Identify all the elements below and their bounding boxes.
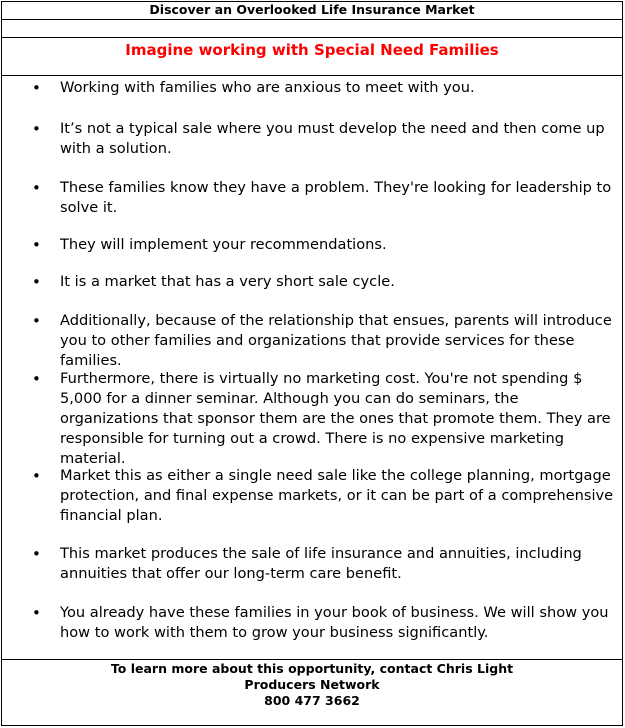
footer-contact-line: To learn more about this opportunity, contact Chris Light (110, 661, 514, 676)
contact-footer (2, 660, 622, 709)
list-item-text: Market this as either a single need sale like the college planning, mortgage protection, and final expense markets, or it can be part of a comprehensive financial plan. (60, 467, 614, 524)
bullet-icon: • (32, 179, 41, 197)
bullet-icon: • (32, 312, 41, 330)
list-item-text: They will implement your recommendations. (60, 236, 387, 253)
bullet-icon: • (32, 273, 41, 291)
list-item-text: Additionally, because of the relationship that ensues, parents will introduce you to other families and organizations that provide services for these families. (60, 312, 612, 369)
footer-company-line: Producers Network (244, 677, 380, 692)
list-item-text: It’s not a typical sale where you must develop the need and then come up with a solution. (60, 120, 605, 157)
list-item-text: These families know they have a problem. They're looking for leadership to solve it. (60, 179, 612, 216)
header-title: Discover an Overlooked Life Insurance Market (2, 2, 622, 20)
subtitle-row (2, 38, 622, 76)
bullet-list (2, 76, 622, 660)
blank-row (2, 20, 622, 38)
flyer-page (1, 1, 623, 726)
bullet-icon: • (32, 79, 41, 97)
list-item-text: This market produces the sale of life insurance and annuities, including annuities that offer our long-term care benefit. (60, 545, 582, 582)
list-item-text: It is a market that has a very short sale cycle. (60, 273, 395, 290)
footer-phone-line: 800 477 3662 (264, 693, 360, 708)
list-item-text: Working with families who are anxious to meet with you. (60, 79, 475, 96)
list-item-text: You already have these families in your book of business. We will show you how to work with them to grow your business significantly. (60, 604, 609, 641)
bullet-icon: • (32, 370, 41, 388)
bullet-icon: • (32, 467, 41, 485)
bullet-icon: • (32, 236, 41, 254)
subtitle-text: Imagine working with Special Need Families (125, 41, 499, 59)
bullet-icon: • (32, 604, 41, 622)
bullet-icon: • (32, 545, 41, 563)
bullet-icon: • (32, 120, 41, 138)
list-item-text: Furthermore, there is virtually no marketing cost. You're not spending $ 5,000 for a dinner seminar. Although you can do seminars, the organizations that sponsor them are the ones that promote them. They are responsible for turning out a crowd. There is no expensive marketing material. (60, 370, 611, 467)
